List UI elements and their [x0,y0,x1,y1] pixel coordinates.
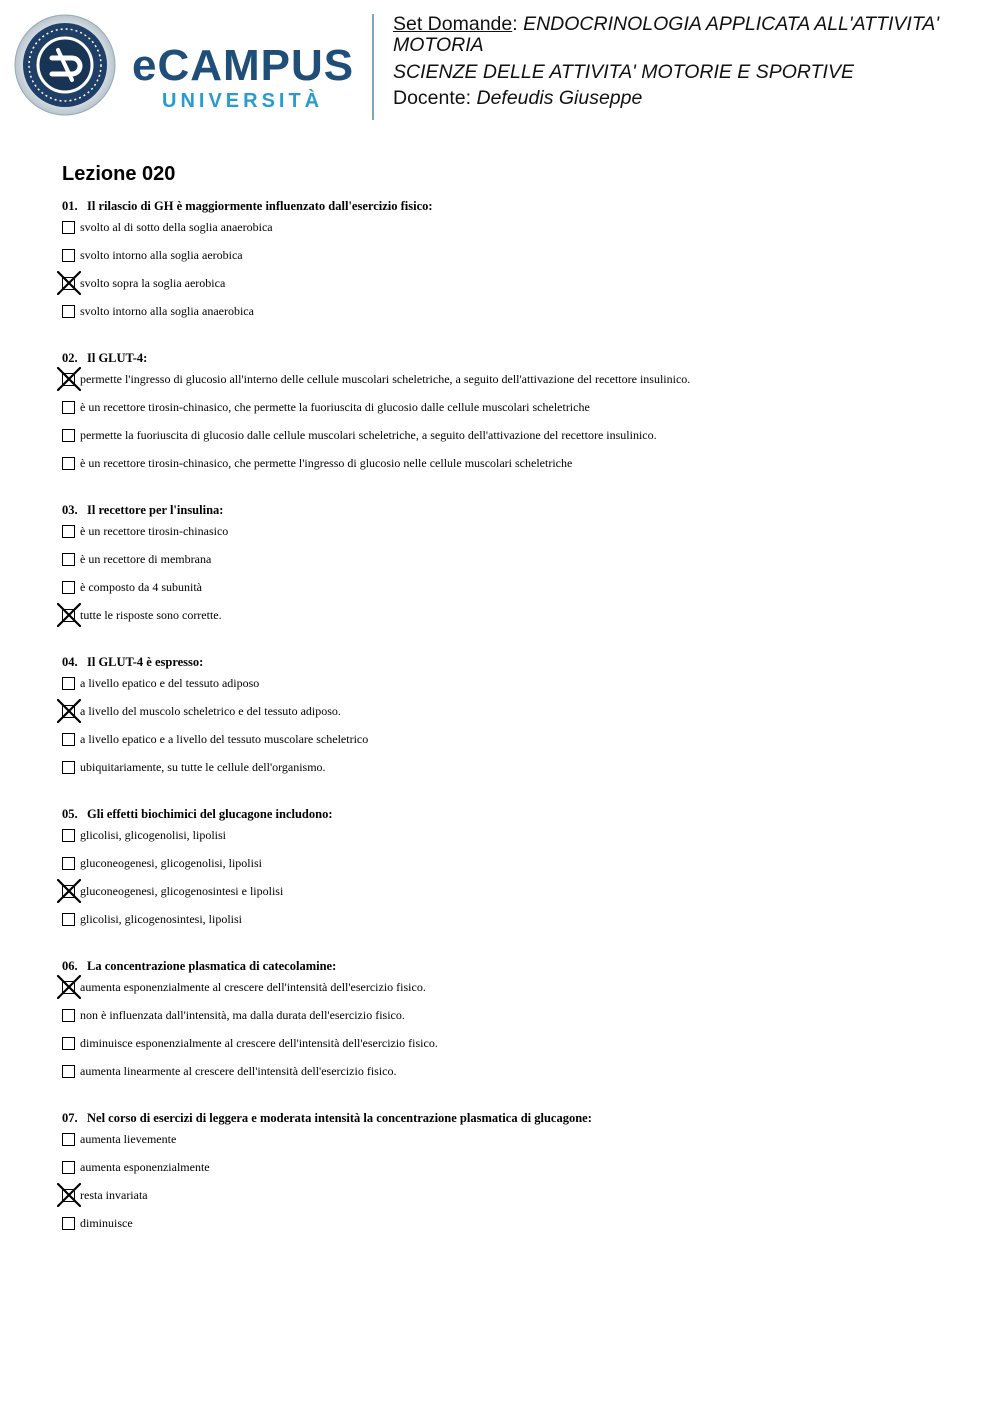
checked-x-icon [57,699,81,723]
answer-checkbox[interactable] [62,305,75,318]
question-number: 02. [62,351,78,365]
answer-text: tutte le risposte sono corrette. [80,608,222,622]
answer-text: gluconeogenesi, glicogenosintesi e lipolisi [80,884,284,898]
answer-option[interactable] [62,553,962,581]
teacher-line [393,88,983,109]
answer-text: è un recettore tirosin-chinasico, che permette la fuoriuscita di glucosio dalle cellule muscolari scheletriche [80,400,590,414]
question-text: Il GLUT-4 è espresso: [87,655,204,669]
question-list [62,197,962,1261]
answer-option[interactable] [62,1037,962,1065]
logo-subtitle: UNIVERSITÀ [162,90,324,112]
question-1 [62,197,962,333]
question-4 [62,653,962,789]
question-heading [62,501,962,520]
question-2 [62,349,962,485]
answer-text: a livello epatico e a livello del tessuto muscolare scheletrico [80,732,369,746]
set-label: Set Domande [393,13,513,35]
set-colon: : [512,13,518,35]
answer-checkbox[interactable] [62,525,75,538]
answer-text: è composto da 4 subunità [80,580,202,594]
answer-text: è un recettore tirosin-chinasico [80,524,229,538]
answer-text: permette l'ingresso di glucosio all'interno delle cellule muscolari scheletriche, a seguito dell'attivazione del recettore insulinico. [80,372,691,386]
answer-option[interactable] [62,1217,962,1245]
answer-text: permette la fuoriuscita di glucosio dalle cellule muscolari scheletriche, a seguito dell'attivazione del recettore insulinico. [80,428,657,442]
checked-x-icon [57,367,81,391]
answer-option[interactable] [62,305,962,333]
question-text: Gli effetti biochimici del glucagone includono: [87,807,333,821]
question-number: 03. [62,503,78,517]
answer-option[interactable] [62,1009,962,1037]
answer-text: non è influenzata dall'intensità, ma dalla durata dell'esercizio fisico. [80,1008,405,1022]
answer-option[interactable] [62,857,962,885]
answer-option[interactable] [62,913,962,941]
checked-x-icon [57,1183,81,1207]
checked-x-icon [57,879,81,903]
checked-x-icon [57,975,81,999]
answer-option[interactable] [62,829,962,857]
answer-option[interactable] [62,525,962,553]
question-3 [62,501,962,637]
answer-checkbox[interactable] [62,1161,75,1174]
degree-name: SCIENZE DELLE ATTIVITA' MOTORIE E SPORTIVE [393,61,854,83]
answer-text: a livello epatico e del tessuto adiposo [80,676,260,690]
question-heading [62,805,962,824]
answer-option[interactable] [62,249,962,277]
question-number: 07. [62,1111,78,1125]
header-divider [372,14,374,120]
answer-option[interactable] [62,401,962,429]
question-number: 06. [62,959,78,973]
answer-checkbox[interactable] [62,733,75,746]
question-heading [62,349,962,368]
question-text: La concentrazione plasmatica di catecolamine: [87,959,337,973]
answer-checkbox[interactable] [62,581,75,594]
answer-checkbox[interactable] [62,677,75,690]
answer-option[interactable] [62,677,962,705]
question-text: Nel corso di esercizi di leggera e moderata intensità la concentrazione plasmatica di glucagone: [87,1111,592,1125]
answer-option[interactable] [62,1133,962,1161]
answer-checkbox[interactable] [62,1037,75,1050]
logo-wordmark: eCAMPUS [132,41,355,90]
answer-option[interactable] [62,885,962,913]
page-header [0,0,1000,130]
answer-text: gluconeogenesi, glicogenolisi, lipolisi [80,856,262,870]
ecampus-logo [14,14,374,118]
answer-option[interactable] [62,981,962,1009]
header-info [393,14,983,114]
question-number: 01. [62,199,78,213]
answer-option[interactable] [62,429,962,457]
answer-checkbox[interactable] [62,221,75,234]
answer-checkbox[interactable] [62,553,75,566]
answer-option[interactable] [62,761,962,789]
answer-text: è un recettore di membrana [80,552,212,566]
answer-option[interactable] [62,373,962,401]
answer-text: glicolisi, glicogenolisi, lipolisi [80,828,226,842]
question-7 [62,1109,962,1245]
checked-x-icon [57,603,81,627]
question-number: 04. [62,655,78,669]
answer-checkbox[interactable] [62,429,75,442]
lesson-title: Lezione 020 [62,163,176,185]
question-text: Il recettore per l'insulina: [87,503,224,517]
answer-text: a livello del muscolo scheletrico e del tessuto adiposo. [80,704,341,718]
question-text: Il rilascio di GH è maggiormente influenzato dall'esercizio fisico: [87,199,433,213]
answer-option[interactable] [62,1065,962,1093]
answer-checkbox[interactable] [62,829,75,842]
answer-text: svolto al di sotto della soglia anaerobica [80,220,273,234]
answer-option[interactable] [62,457,962,485]
answer-option[interactable] [62,733,962,761]
question-number: 05. [62,807,78,821]
answer-text: glicolisi, glicogenosintesi, lipolisi [80,912,242,926]
answer-checkbox[interactable] [62,761,75,774]
question-6 [62,957,962,1093]
answer-checkbox[interactable] [62,857,75,870]
answer-text: aumenta esponenzialmente [80,1160,210,1174]
checked-x-icon [57,271,81,295]
degree-line [393,62,983,83]
question-heading [62,197,962,216]
answer-text: diminuisce esponenzialmente al crescere dell'intensità dell'esercizio fisico. [80,1036,438,1050]
course-title: ENDOCRINOLOGIA APPLICATA ALL'ATTIVITA' MOTORIA [393,13,940,56]
answer-option[interactable] [62,1189,962,1217]
question-heading [62,957,962,976]
answer-checkbox[interactable] [62,249,75,262]
answer-text: è un recettore tirosin-chinasico, che permette l'ingresso di glucosio nelle cellule muscolari scheletriche [80,456,573,470]
answer-option[interactable] [62,581,962,609]
answer-text: aumenta esponenzialmente al crescere dell'intensità dell'esercizio fisico. [80,980,426,994]
answer-checkbox[interactable] [62,1133,75,1146]
answer-option[interactable] [62,1161,962,1189]
answer-checkbox[interactable] [62,1009,75,1022]
answer-text: aumenta linearmente al crescere dell'intensità dell'esercizio fisico. [80,1064,397,1078]
answer-text: svolto sopra la soglia aerobica [80,276,226,290]
answer-checkbox[interactable] [62,457,75,470]
answer-text: svolto intorno alla soglia anaerobica [80,304,254,318]
answer-text: resta invariata [80,1188,148,1202]
question-text: Il GLUT-4: [87,351,148,365]
answer-text: aumenta lievemente [80,1132,177,1146]
answer-option[interactable] [62,221,962,249]
answer-checkbox[interactable] [62,913,75,926]
answer-text: ubiquitariamente, su tutte le cellule dell'organismo. [80,760,326,774]
answer-text: svolto intorno alla soglia aerobica [80,248,243,262]
question-5 [62,805,962,941]
teacher-name: Defeudis Giuseppe [476,87,643,109]
answer-option[interactable] [62,277,962,305]
question-heading [62,1109,962,1128]
question-heading [62,653,962,672]
answer-option[interactable] [62,705,962,733]
answer-checkbox[interactable] [62,1217,75,1230]
answer-checkbox[interactable] [62,401,75,414]
answer-text: diminuisce [80,1216,133,1230]
teacher-label: Docente: [393,87,472,109]
ecampus-logo-graphic [14,14,374,118]
answer-option[interactable] [62,609,962,637]
answer-checkbox[interactable] [62,1065,75,1078]
course-line [393,14,983,56]
